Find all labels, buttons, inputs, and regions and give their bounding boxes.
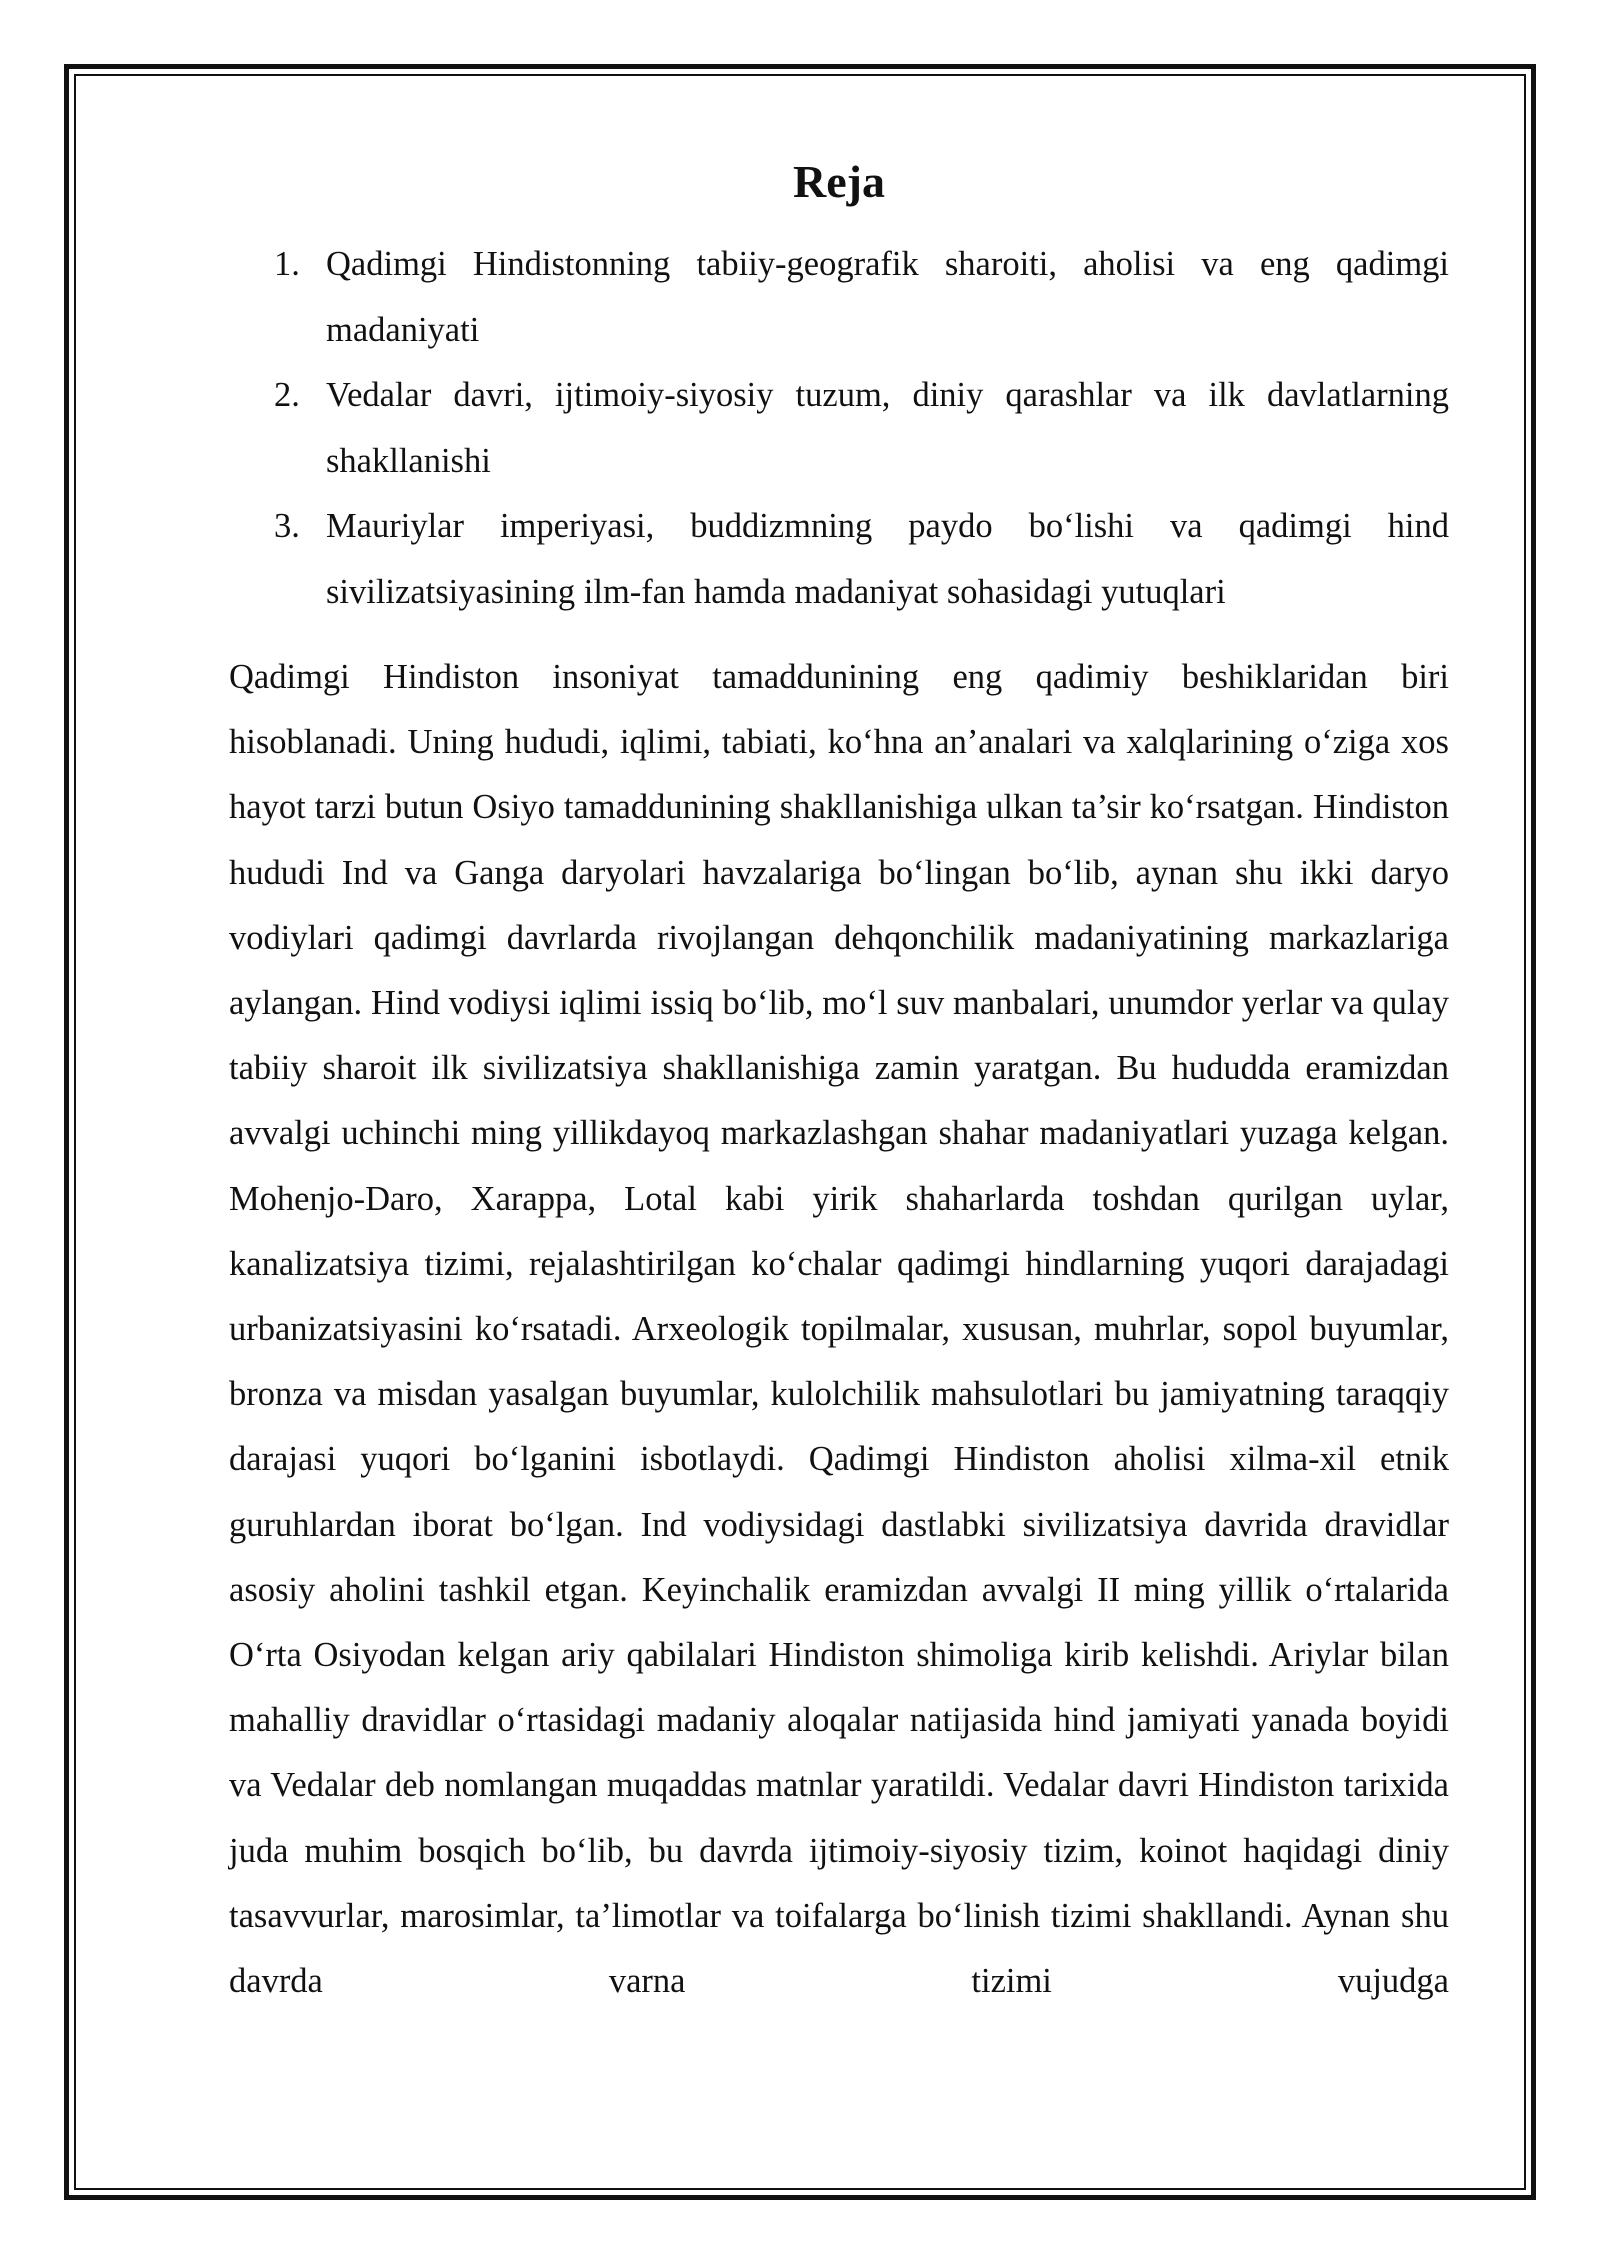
body-paragraph: Qadimgi Hindiston insoniyat tamaddunining eng qadimiy beshiklaridan biri hisoblanadi. Uning hududi, iqlimi, tabiati, ko‘hna an’analari va xalqlarining o‘ziga xos hayot tarzi butun Osiyo tamaddunining shakllanishiga ulkan ta’sir ko‘rsatgan. Hindiston hududi Ind va Ganga daryolari havzalariga bo‘lingan bo‘lib, aynan shu ikki daryo vodiylari qadimgi davrlarda rivojlangan dehqonchilik madaniyatining markazlariga aylangan. Hind vodiysi iqlimi issiq bo‘lib, mo‘l suv manbalari, unumdor yerlar va qulay tabiiy sharoit ilk sivilizatsiya shakllanishiga zamin yaratgan. Bu hududda eramizdan avvalgi uchinchi ming yillikdayoq markazlashgan shahar madaniyatlari yuzaga kelgan. Mohenjo-Daro, Xarappa, Lotal kabi yirik shaharlarda toshdan qurilgan uylar, kanalizatsiya tizimi, rejalashtirilgan ko‘chalar qadimgi hindlarning yuqori darajadagi urbanizatsiyasini ko‘rsatadi. Arxeologik topilmalar, xususan, muhrlar, sopol buyumlar, bronza va misdan yasalgan buyumlar, kulolchilik mahsulotlari bu jamiyatning taraqqiy darajasi yuqori bo‘lganini isbotlaydi. Qadimgi Hindiston aholisi xilma-xil etnik guruhlardan iborat bo‘lgan. Ind vodiysidagi dastlabki sivilizatsiya davrida dravidlar asosiy aholini tashkil etgan. Keyinchalik eramizdan avvalgi II ming yillik o‘rtalarida O‘rta Osiyodan kelgan ariy qabilalari Hindiston shimoliga kirib kelishdi. Ariylar bilan mahalliy dravidlar o‘rtasidagi madaniy aloqalar natijasida hind jamiyati yanada boyidi va Vedalar deb nomlangan muqaddas matnlar yaratildi. Vedalar davri Hindiston tarixida juda muhim bosqich bo‘lib, bu davrda ijtimoiy-siyosiy tizim, koinot haqidagi diniy tasavvurlar, marosimlar, ta’limotlar va toifalarga bo‘linish tizimi shakllandi. Aynan shu davrda varna tizimi vujudga bbox=[229, 658, 1449, 2001]
plan-item-text: Mauriylar imperiyasi, buddizmning paydo bo‘lishi va qadimgi hind sivilizatsiyasining ilm-fan hamda madaniyat sohasidagi yutuqlari bbox=[326, 507, 1449, 611]
plan-item-text: Qadimgi Hindistonning tabiiy-geografik sharoiti, aholisi va eng qadimgi madaniyati bbox=[326, 245, 1449, 349]
plan-item-3 bbox=[274, 494, 1449, 625]
plan-item-number: 2. bbox=[274, 376, 300, 414]
document-content bbox=[229, 150, 1449, 2014]
plan-item-number: 1. bbox=[274, 245, 300, 283]
plan-item-1 bbox=[274, 232, 1449, 363]
page-title: Reja bbox=[793, 156, 885, 207]
plan-list bbox=[229, 232, 1449, 625]
plan-item-text: Vedalar davri, ijtimoiy-siyosiy tuzum, diniy qarashlar va ilk davlatlarning shakllanishi bbox=[326, 376, 1449, 480]
plan-item-number: 3. bbox=[274, 507, 300, 545]
plan-item-2 bbox=[274, 363, 1449, 494]
